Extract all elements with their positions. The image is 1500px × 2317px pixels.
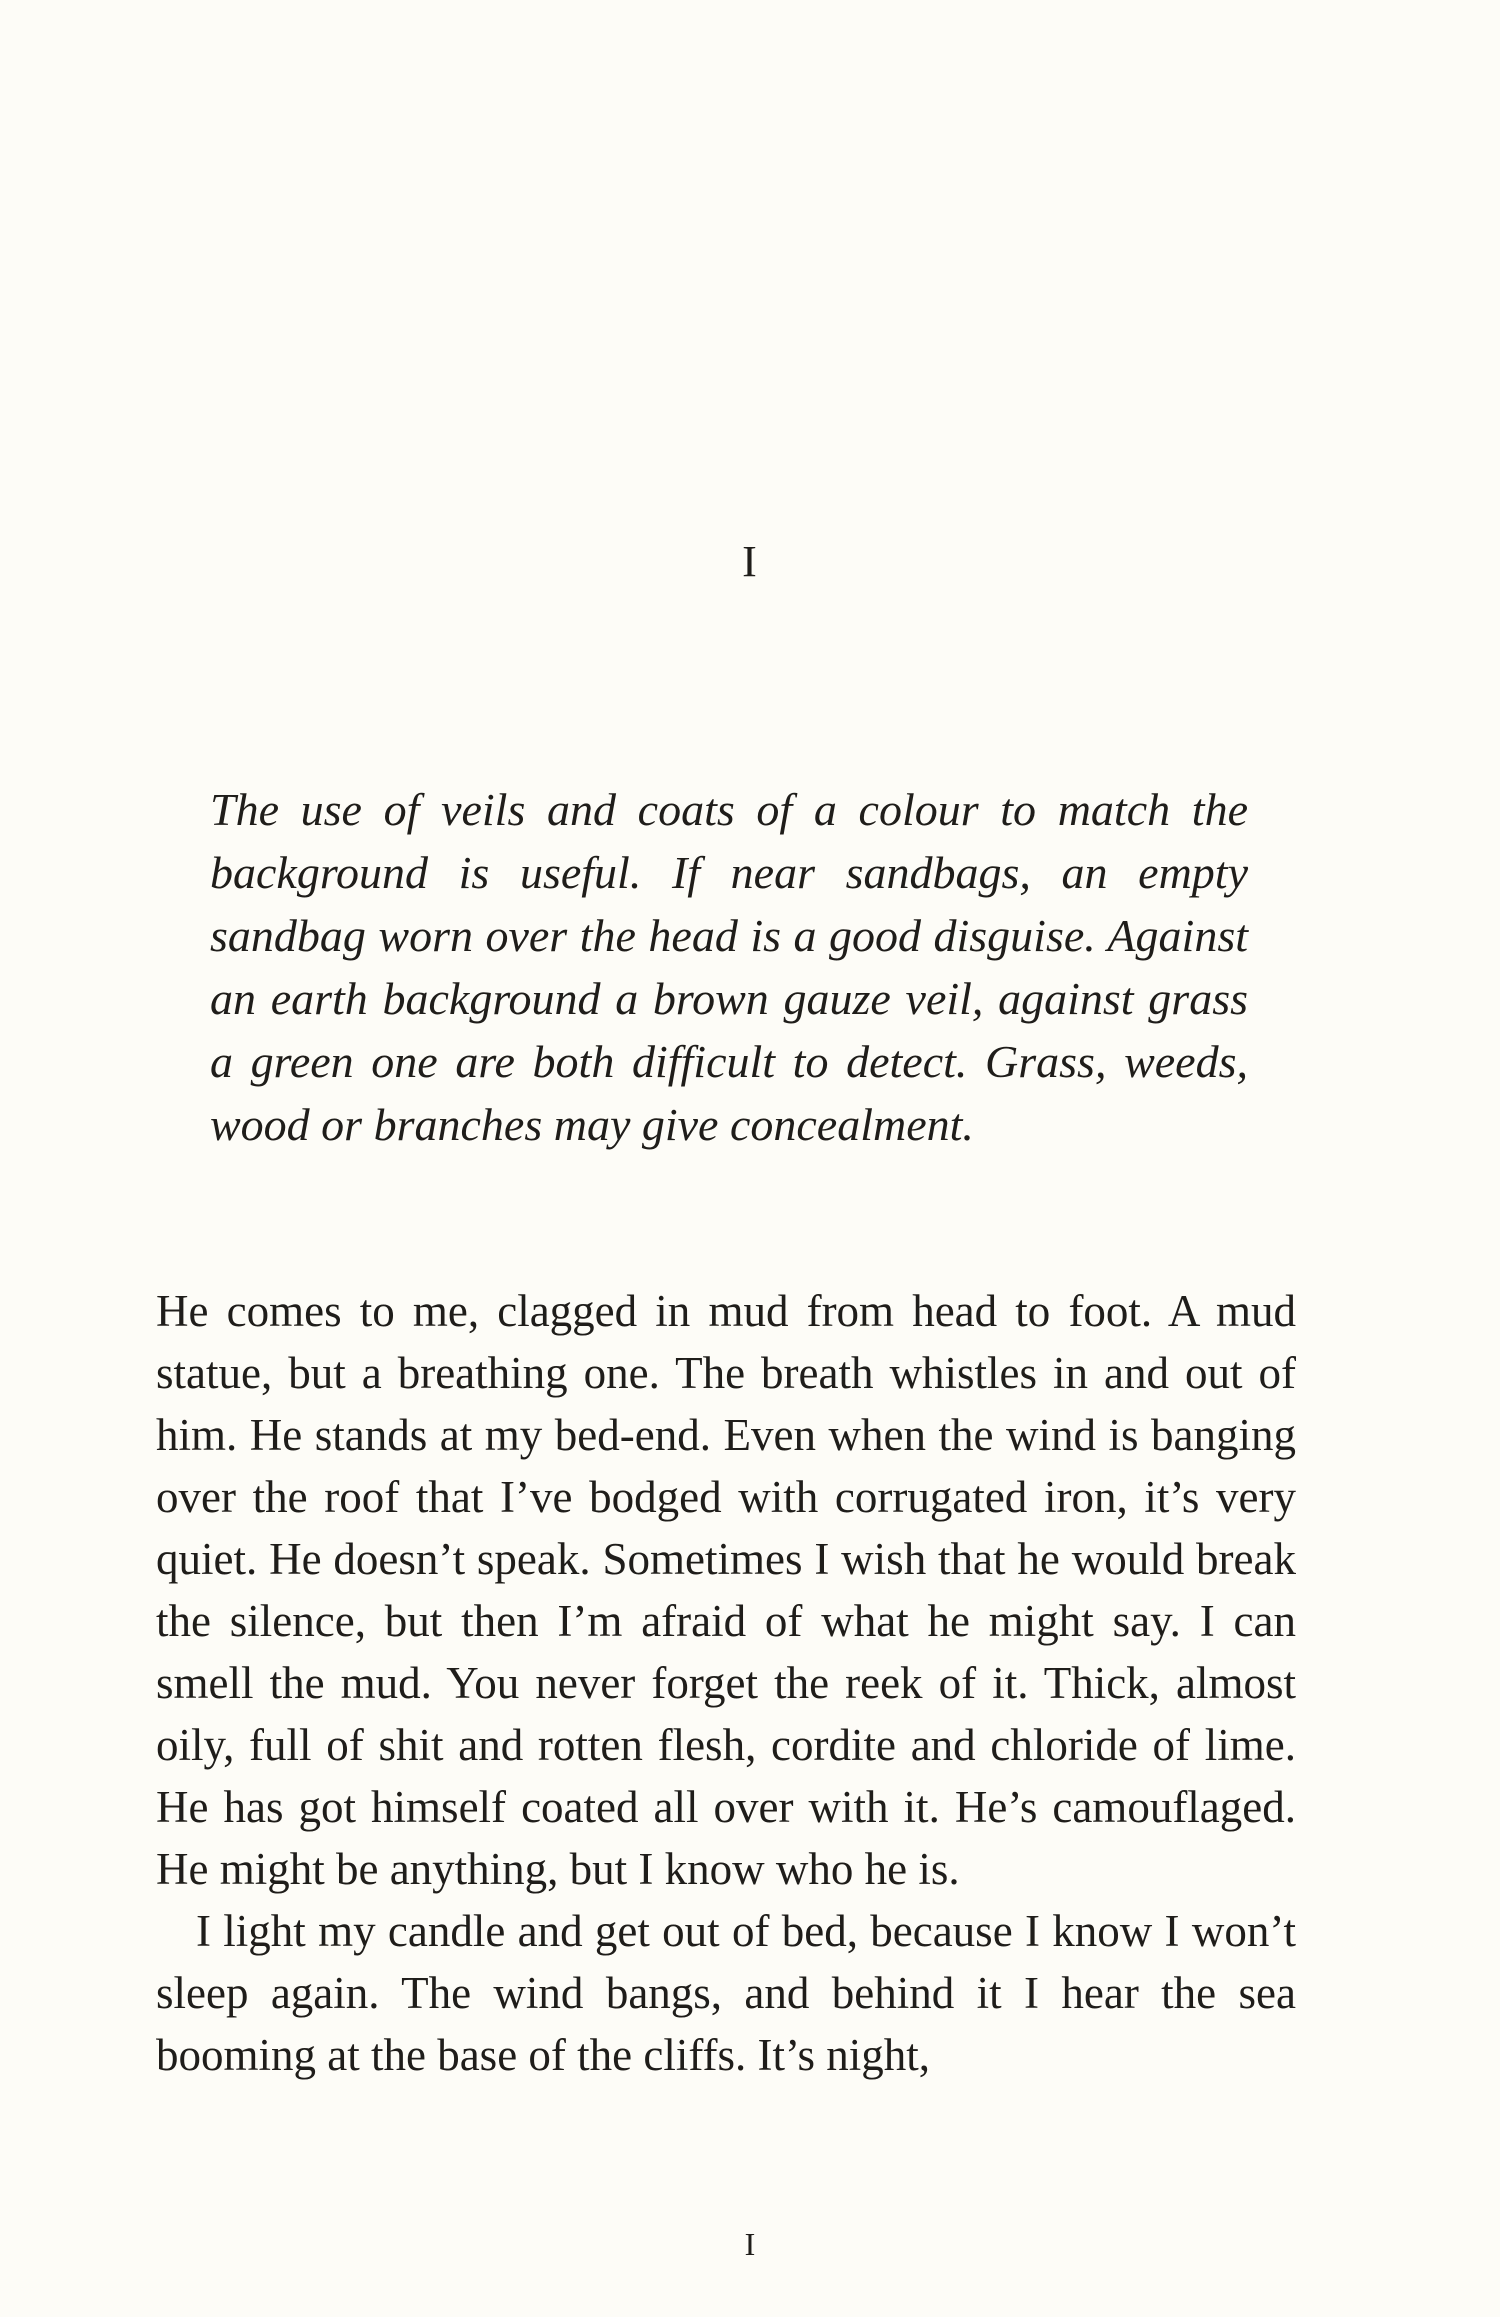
paragraph-2: I light my candle and get out of bed, because I know I won’t sleep again. The wind bangs, and behind it I hear the sea booming at the base of the cliffs. It’s night,: [156, 1906, 1296, 2080]
body-text: [156, 1280, 1296, 2086]
epigraph: The use of veils and coats of a colour to match the background is useful. If near sandbags, an empty sandbag worn over the head is a good disguise. Against an earth background a brown gauze veil, against grass a green one are both difficult to detect. Grass, weeds, wood or branches may give concealment.: [210, 784, 1248, 1150]
chapter-number: I: [742, 537, 758, 586]
paragraph-1: He comes to me, clagged in mud from head to foot. A mud statue, but a breathing one. The breath whistles in and out of him. He stands at my bed-end. Even when the wind is banging over the roof that I’ve bodged with corrugated iron, it’s very quiet. He doesn’t speak. Sometimes I wish that he would break the silence, but then I’m afraid of what he might say. I can smell the mud. You never forget the reek of it. Thick, almost oily, full of shit and rotten flesh, cordite and chloride of lime. He has got himself coated all over with it. He’s camouflaged. He might be anything, but I know who he is.: [156, 1286, 1296, 1894]
page-number: I: [744, 2226, 756, 2262]
